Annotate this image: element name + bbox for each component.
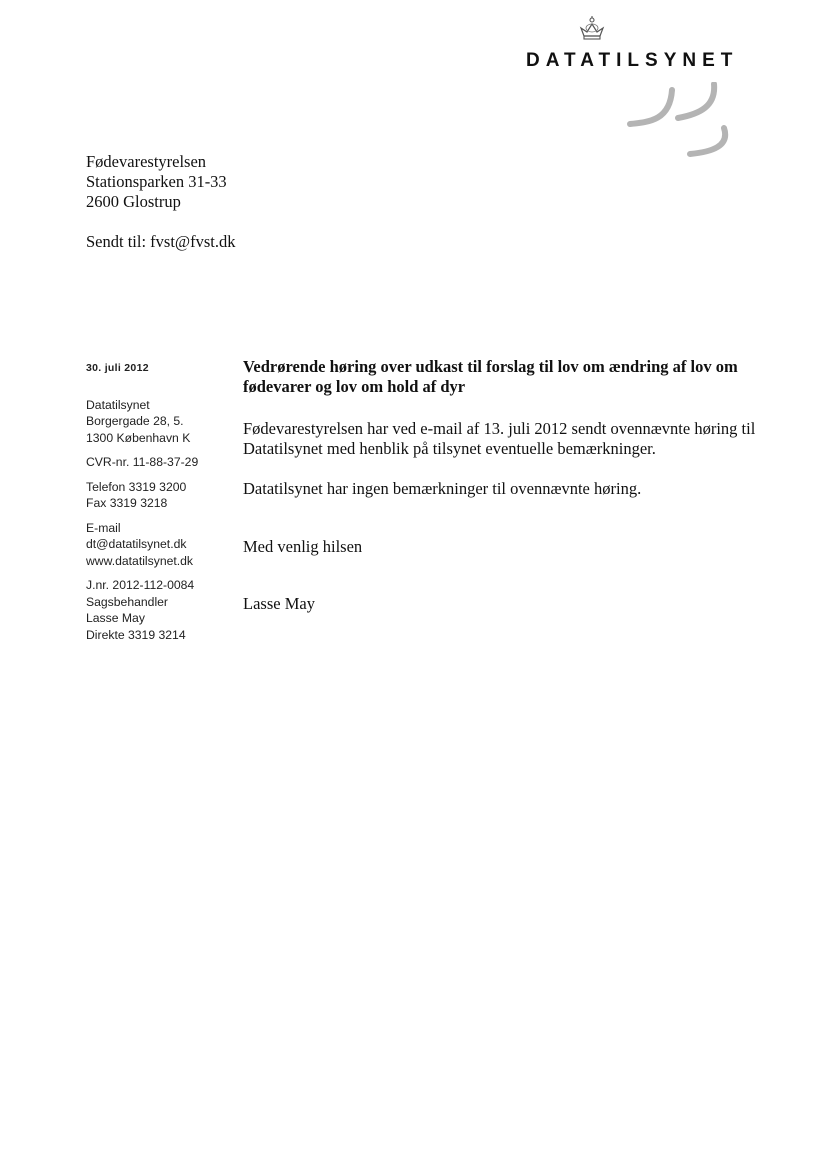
phone-number: Telefon 3319 3200: [86, 479, 187, 494]
letter-date: 30. juli 2012: [86, 362, 149, 374]
sender-sidebar: [86, 360, 236, 651]
cvr-number: CVR-nr. 11-88-37-29: [86, 455, 199, 469]
fax-number: Fax 3319 3218: [86, 496, 168, 510]
sender-address: [86, 397, 236, 447]
letter-closing: Med venlig hilsen: [243, 537, 363, 556]
case-block: [86, 577, 236, 643]
letter-signature: Lasse May: [243, 594, 315, 613]
logo-swoosh-graphic: [620, 82, 740, 162]
handler-name: Lasse May: [86, 611, 145, 625]
recipient-street: Stationsparken 31-33: [86, 172, 227, 191]
body-paragraph-1: Fødevarestyrelsen har ved e-mail af 13. juli 2012 sendt ovennævnte høring til Datatilsynet med henblik på tilsynet eventuelle bemærkninger.: [243, 419, 756, 458]
website: www.datatilsynet.dk: [86, 553, 194, 568]
cvr-block: [86, 454, 236, 471]
email-label: E-mail: [86, 520, 121, 535]
letter-body: [243, 419, 783, 499]
letter-subject: Vedrørende høring over udkast til forslag til lov om ændring af lov om fødevarer og lov om hold af dyr: [243, 357, 738, 396]
crown-icon: [577, 14, 607, 44]
sender-street: Borgergade 28, 5.: [86, 414, 184, 428]
recipient-address: [86, 152, 227, 212]
sent-to-line: Sendt til: fvst@fvst.dk: [86, 232, 236, 251]
sender-city: 1300 København K: [86, 430, 191, 445]
sender-name: Datatilsynet: [86, 397, 150, 412]
contact-block: [86, 520, 236, 570]
handler-label: Sagsbehandler: [86, 594, 168, 609]
body-paragraph-2: Datatilsynet har ingen bemærkninger til ovennævnte høring.: [243, 479, 642, 498]
recipient-city: 2600 Glostrup: [86, 192, 181, 211]
recipient-name: Fødevarestyrelsen: [86, 152, 207, 171]
case-number: J.nr. 2012-112-0084: [86, 578, 195, 592]
logo-wordmark: DATATILSYNET: [526, 50, 739, 71]
direct-phone: Direkte 3319 3214: [86, 627, 186, 642]
email-address: dt@datatilsynet.dk: [86, 537, 187, 551]
phone-block: [86, 479, 236, 512]
